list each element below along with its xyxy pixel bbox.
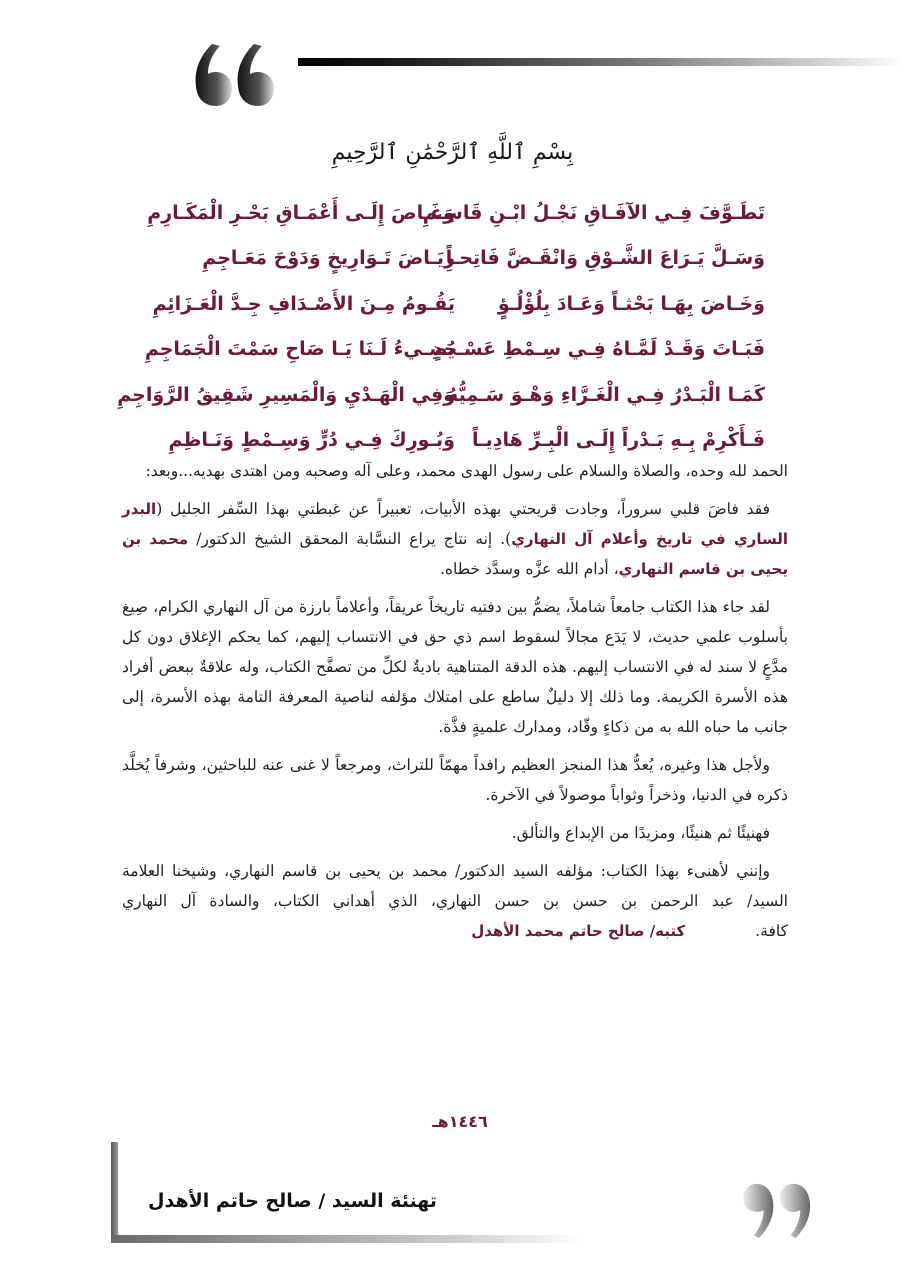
poem-verse bbox=[152, 281, 765, 327]
book-title: البدر الساري في تاريخ وأعلام آل النهاري bbox=[122, 500, 788, 548]
verse-second-hemistich: يَقُـومُ مِـنَ الأَصْـدَافِ جِـدَّ الْعَـزَائِمِ bbox=[152, 292, 455, 315]
poem-verse bbox=[117, 372, 765, 418]
signature: كتبه/ صالح حاتم محمد الأهدل bbox=[471, 922, 686, 940]
verse-first-hemistich: تَطَـوَّفَ فِـي الآفَـاقِ نَجْـلُ ابْـنِ قَاسِـمِ bbox=[422, 201, 765, 224]
book-intro-paragraph bbox=[122, 494, 788, 584]
verse-first-hemistich: فَـأَكْرِمْ بِـهِ بَـدْراً إِلَـى الْبِـرِّ هَادِيـاً bbox=[471, 429, 765, 452]
book-intro-text: فقد فاضَ قلبي سروراً، وجادت قريحتي بهذه الأبيات، تعبيراً عن غبطتي بهذا السِّفر الجليل ( bbox=[156, 500, 770, 518]
book-intro-text-3: ، أدام الله عزَّه وسدَّد خطاه. bbox=[439, 560, 619, 578]
verse-first-hemistich: وَسَـلَّ يَـرَاعَ الشَّـوْقِ وَانْقَـضَّ فَاتِحـاً bbox=[445, 247, 765, 270]
verse-first-hemistich: كَمَـا الْبَـدْرُ فِـي الْغَـرَّاءِ وَهْـوَ سَـمِيُّهُ bbox=[447, 383, 765, 406]
verse-first-hemistich: وَخَـاضَ بِهَـا بَحْثـاً وَعَـادَ بِلُؤْلُـؤٍ bbox=[497, 292, 765, 315]
dedication-text: وإنني لأهنىء بهذا الكتاب: مؤلفه السيد الدكتور/ محمد بن يحيى بن قاسم النهاري، وشيخنا العلامة السيد/ عبد الرحمن بن حسن بن حسن النهاري، الذي أهداني الكتاب، والسادة آل النهاري كافة. bbox=[122, 862, 788, 940]
author-name: محمد بن يحيى بن قاسم النهاري bbox=[122, 530, 788, 578]
open-quote-icon bbox=[192, 40, 282, 110]
verse-second-hemistich: رِيَـاضَ تَـوَارِيخٍ وَدَوْحَ مَعَـاجِمِ bbox=[202, 247, 455, 270]
verse-second-hemistich: وَغَـاصَ إِلَـى أَعْمَـاقِ بَحْـرِ الْمَكَـارِمِ bbox=[147, 201, 455, 224]
hijri-date: ١٤٤٦هـ bbox=[432, 1112, 488, 1131]
bottom-vertical-rule bbox=[111, 1142, 118, 1242]
congratulations-paragraph: فهنيئًا ثم هنيئًا، ومزيدًا من الإبداع والتألق. bbox=[511, 824, 770, 842]
basmala: بِسْمِ ٱللَّهِ ٱلرَّحْمَٰنِ ٱلرَّحِيمِ bbox=[331, 140, 574, 165]
footer-title: تهنئة السيد / صالح حاتم الأهدل bbox=[148, 1190, 437, 1212]
book-intro-text-2: ). إنه نتاج يراع النسَّابة المحقق الشيخ الدكتور/ bbox=[188, 530, 512, 548]
poem-verse bbox=[155, 236, 765, 282]
book-value-paragraph: ولأجل هذا وغيره، يُعدُّ هذا المنجز العظيم رافداً مهمّاً للتراث، ومرجعاً لا غنى عنه للباحثين، وشرفاً يُخلَّد ذكره في الدنيا، وذخراً وثواباً موصولاً في الآخرة. bbox=[122, 756, 788, 804]
verse-second-hemistich: وَبُـورِكَ فِـي دُرٍّ وَسِـمْطٍ وَنَـاظِمِ bbox=[168, 429, 455, 452]
verse-second-hemistich: يُضِـيءُ لَـنَا يَـا صَاحِ سَمْتَ الْجَمَاجِمِ bbox=[144, 338, 455, 361]
close-quote-icon bbox=[740, 1182, 820, 1240]
book-description-paragraph: لقد جاء هذا الكتاب جامعاً شاملاً، يضمُّ بين دفتيه تاريخاً عريقاً، وأعلاماً بارزة من آل النهاري الكرام، صِيغ بأسلوب علمي حديث، لا يَدَع مجالاً لسقوط اسم ذي حق في الانتساب إليهم، كما يحكم الإغلاق دون كل مدَّعٍ لا سند له في الانتساب إليهم. هذه الدقة المتناهية باديةٌ لكلِّ من تصفَّح الكتاب، وله علاقةٌ ببعض أفراد هذه الأسرة الكريمة. وما ذلك إلا دليلٌ ساطع على امتلاك مؤلفه لناصية المعرفة التامة بهذه الأسرة، إلى جانب ما حباه الله به من ذكاءٍ وقّاد، ومدارك علميةٍ فذَّة. bbox=[122, 598, 788, 736]
opening-paragraph: الحمد لله وحده، والصلاة والسلام على رسول الهدى محمد، وعلى آله وصحبه ومن اهتدى بهديه...وبعد: bbox=[145, 462, 788, 480]
poem-verse bbox=[144, 327, 765, 373]
poem bbox=[117, 190, 765, 463]
dedication-paragraph bbox=[122, 856, 788, 946]
bottom-horizontal-rule bbox=[111, 1235, 581, 1243]
top-decorative-rule bbox=[298, 58, 905, 66]
letter-body bbox=[122, 456, 788, 954]
verse-first-hemistich: فَبَـاتَ وَقَـدْ لَمَّـاهُ فِـي سِـمْطِ عَسْـجَدٍ bbox=[432, 338, 765, 361]
poem-verse bbox=[147, 190, 765, 236]
verse-second-hemistich: وَفِي الْهَـدْيِ وَالْمَسِيرِ شَقِيقُ الرَّوَاجِمِ bbox=[117, 383, 455, 406]
